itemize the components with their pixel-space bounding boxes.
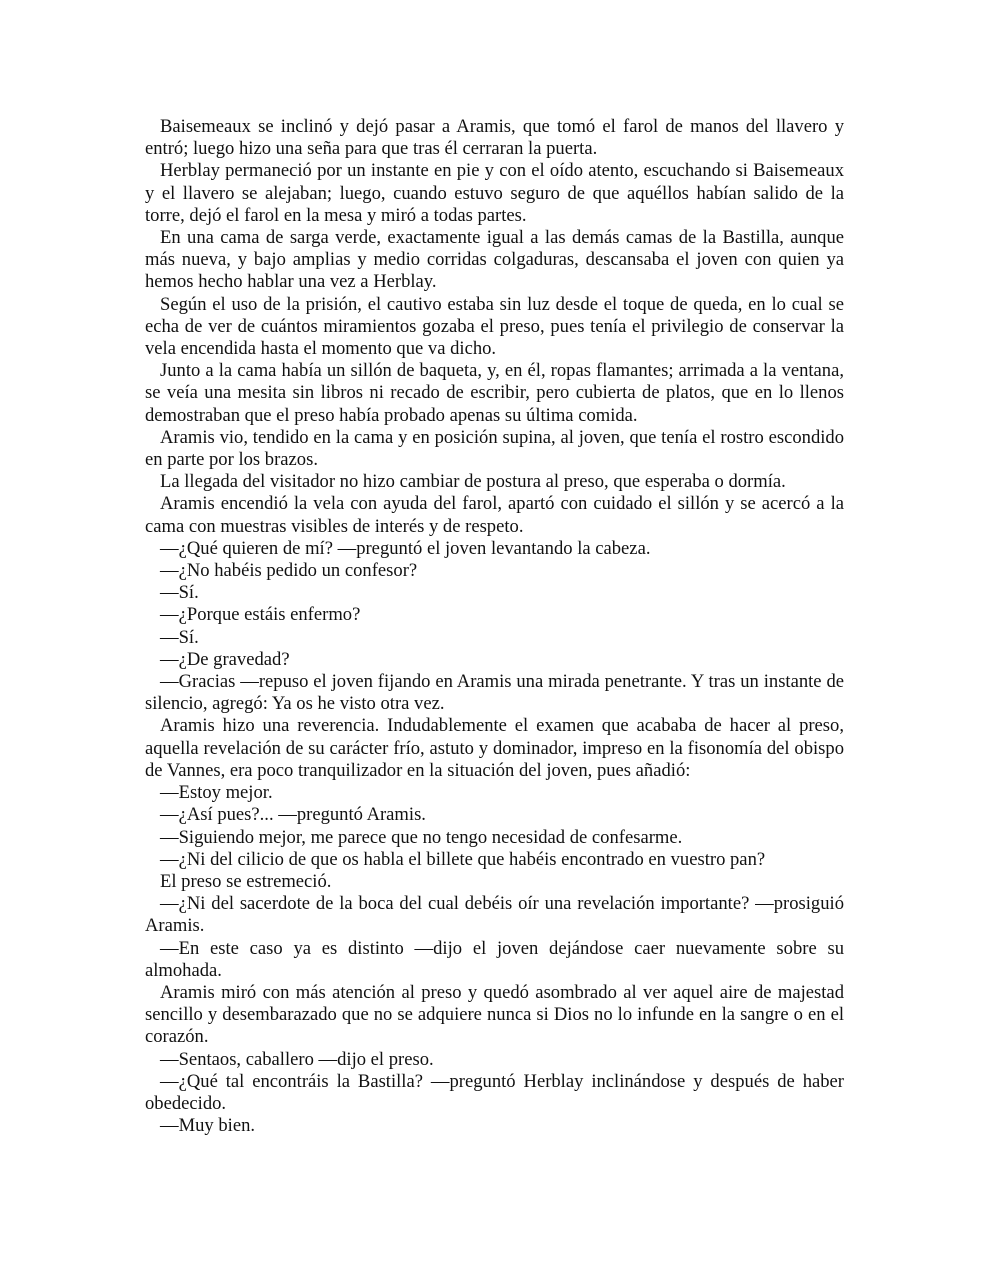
dialogue-line: —En este caso ya es distinto —dijo el joven dejándose caer nuevamente sobre su almohada. [145,937,844,981]
dialogue-line: —¿Ni del cilicio de que os habla el billete que habéis encontrado en vuestro pan? [160,848,766,870]
dialogue-line: —¿Qué quieren de mí? —preguntó el joven levantando la cabeza. [160,537,651,559]
paragraph: Junto a la cama había un sillón de baqueta, y, en él, ropas flamantes; arrimada a la ventana, se veía una mesita sin libros ni recado de escribir, pero cubierta de platos, que en lo llenos demostraban que el preso había probado apenas su última comida. [145,360,844,426]
dialogue-line: —Gracias —repuso el joven fijando en Aramis una mirada penetrante. Y tras un instante de silencio, agregó: Ya os he visto otra vez. [145,671,844,715]
dialogue-line: —Sí. [160,582,199,604]
dialogue-line: —¿No habéis pedido un confesor? [160,560,418,582]
paragraph: Aramis encendió la vela con ayuda del farol, apartó con cuidado el sillón y se acercó a la cama con muestras visibles de interés y de respeto. [145,493,844,537]
paragraph: Según el uso de la prisión, el cautivo estaba sin luz desde el toque de queda, en lo cual se echa de ver de cuántos miramientos gozaba el preso, pues tenía el privilegio de conservar la vela encendida hasta el momento que va dicho. [145,293,844,360]
dialogue-line: —¿Así pues?... —preguntó Aramis. [160,804,426,826]
dialogue-line: —Muy bien. [160,1115,256,1137]
dialogue-line: —Estoy mejor. [160,782,273,804]
dialogue-line: —¿Qué tal encontráis la Bastilla? —preguntó Herblay inclinándose y después de haber obedecido. [145,1070,844,1114]
document-page [145,116,844,1137]
paragraph: Herblay permaneció por un instante en pie y con el oído atento, escuchando si Baisemeaux y el llavero se alejaban; luego, cuando estuvo seguro de que aquéllos habían salido de la torre, dejó el farol en la mesa y miró a todas partes. [145,160,844,226]
dialogue-line: —¿Porque estáis enfermo? [160,604,361,626]
paragraph: Aramis miró con más atención al preso y quedó asombrado al ver aquel aire de majestad sencillo y desembarazado que no se adquiere nunca si Dios no lo infunde en la sangre o en el corazón. [145,981,844,1048]
paragraph: La llegada del visitador no hizo cambiar de postura al preso, que esperaba o dormía. [160,471,786,493]
paragraph: Aramis hizo una reverencia. Indudablemente el examen que acababa de hacer al preso, aquella revelación de su carácter frío, astuto y dominador, impreso en la fisonomía del obispo de Vannes, era poco tranquilizador en la situación del joven, pues añadió: [145,715,844,781]
dialogue-line: —Sí. [160,626,199,648]
paragraph: El preso se estremeció. [160,870,332,892]
paragraph: En una cama de sarga verde, exactamente igual a las demás camas de la Bastilla, aunque más nueva, y bajo amplias y medio corridas colgaduras, descansaba el joven con quien ya hemos hecho hablar una vez a Herblay. [145,227,844,293]
dialogue-line: —Siguiendo mejor, me parece que no tengo necesidad de confesarme. [160,826,683,848]
dialogue-line: —¿De gravedad? [160,648,290,670]
dialogue-line: —¿Ni del sacerdote de la boca del cual debéis oír una revelación importante? —prosiguió Aramis. [145,893,844,937]
dialogue-line: —Sentaos, caballero —dijo el preso. [160,1048,434,1070]
paragraph: Baisemeaux se inclinó y dejó pasar a Aramis, que tomó el farol de manos del llavero y entró; luego hizo una seña para que tras él cerraran la puerta. [145,116,844,160]
paragraph: Aramis vio, tendido en la cama y en posición supina, al joven, que tenía el rostro escondido en parte por los brazos. [145,426,844,471]
